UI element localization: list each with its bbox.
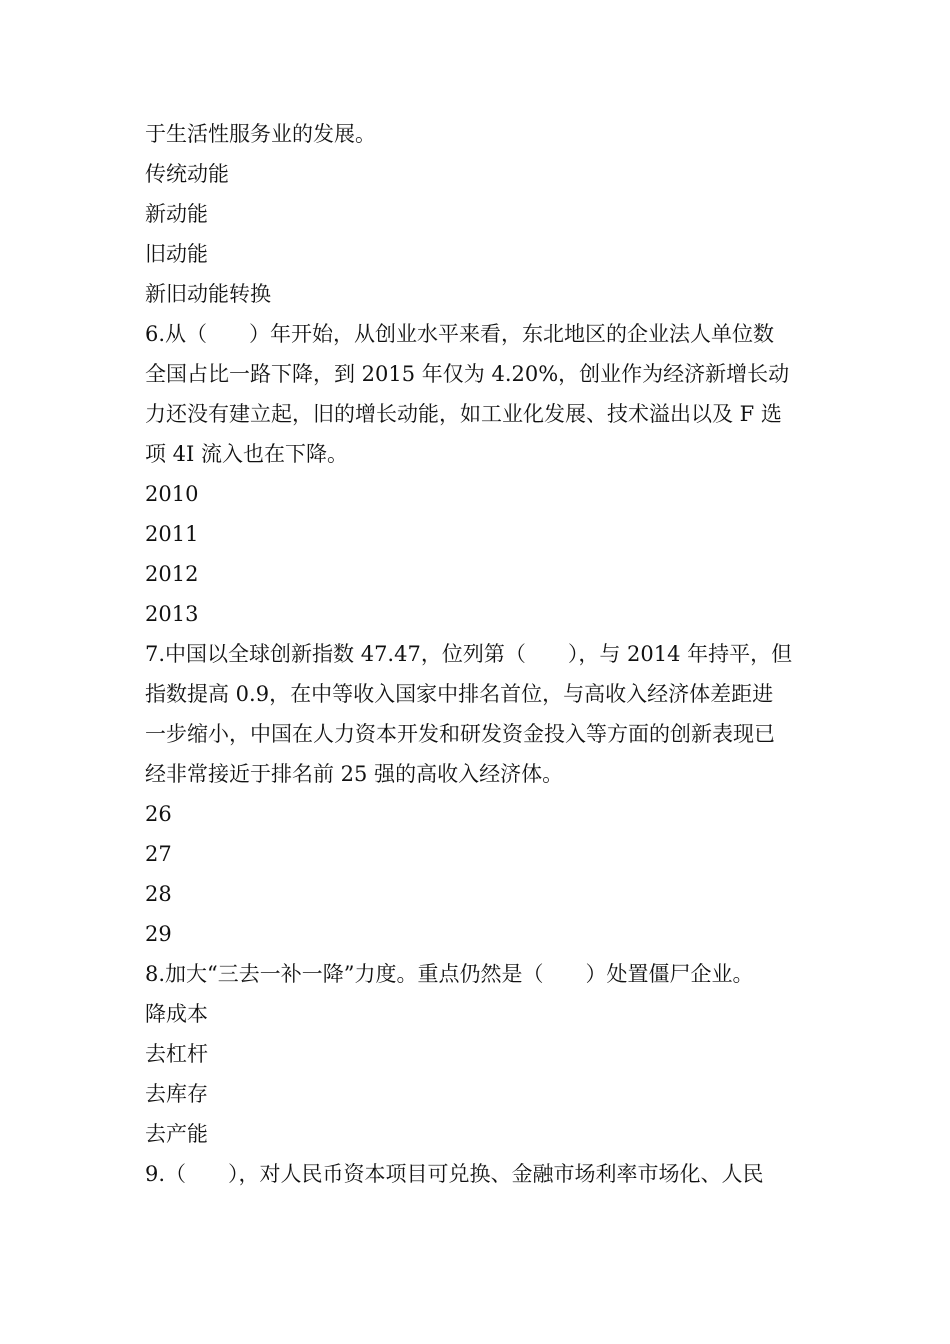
question-8-option-c: 去库存 bbox=[145, 1082, 208, 1106]
option-line: 新动能 bbox=[145, 202, 208, 226]
question-7-option-d: 29 bbox=[145, 922, 172, 946]
question-6-option-a: 2010 bbox=[145, 482, 199, 506]
question-9-line-1: 9.（ ），对人民币资本项目可兑换、金融市场利率市场化、人民 bbox=[145, 1162, 764, 1186]
option-line: 新旧动能转换 bbox=[145, 282, 271, 306]
question-7-line-1: 7.中国以全球创新指数 47.47，位列第（ ），与 2014 年持平，但 bbox=[145, 642, 793, 666]
question-6-line-4: 项 4I 流入也在下降。 bbox=[145, 442, 349, 466]
question-6-line-1: 6.从（ ）年开始，从创业水平来看，东北地区的企业法人单位数 bbox=[145, 322, 775, 346]
option-line: 传统动能 bbox=[145, 162, 229, 186]
question-6-option-b: 2011 bbox=[145, 522, 199, 546]
question-6-option-c: 2012 bbox=[145, 562, 199, 586]
question-7-option-b: 27 bbox=[145, 842, 172, 866]
question-8-option-b: 去杠杆 bbox=[145, 1042, 208, 1066]
option-line: 旧动能 bbox=[145, 242, 208, 266]
question-8-option-d: 去产能 bbox=[145, 1122, 208, 1146]
question-7-option-a: 26 bbox=[145, 802, 172, 826]
question-6-line-2: 全国占比一路下降，到 2015 年仅为 4.20%，创业作为经济新增长动 bbox=[145, 362, 790, 386]
question-7-line-2: 指数提高 0.9，在中等收入国家中排名首位，与高收入经济体差距进 bbox=[145, 682, 774, 706]
text-line: 于生活性服务业的发展。 bbox=[145, 122, 376, 146]
question-7-option-c: 28 bbox=[145, 882, 172, 906]
question-6-option-d: 2013 bbox=[145, 602, 199, 626]
question-6-line-3: 力还没有建立起，旧的增长动能，如工业化发展、技术溢出以及 F 选 bbox=[145, 402, 782, 426]
question-7-line-3: 一步缩小，中国在人力资本开发和研发资金投入等方面的创新表现已 bbox=[145, 722, 775, 746]
question-8-option-a: 降成本 bbox=[145, 1002, 208, 1026]
question-7-line-4: 经非常接近于排名前 25 强的高收入经济体。 bbox=[145, 762, 564, 786]
question-8-line-1: 8.加大“三去一补一降”力度。重点仍然是（ ）处置僵尸企业。 bbox=[145, 962, 754, 986]
document-body bbox=[145, 114, 809, 1194]
